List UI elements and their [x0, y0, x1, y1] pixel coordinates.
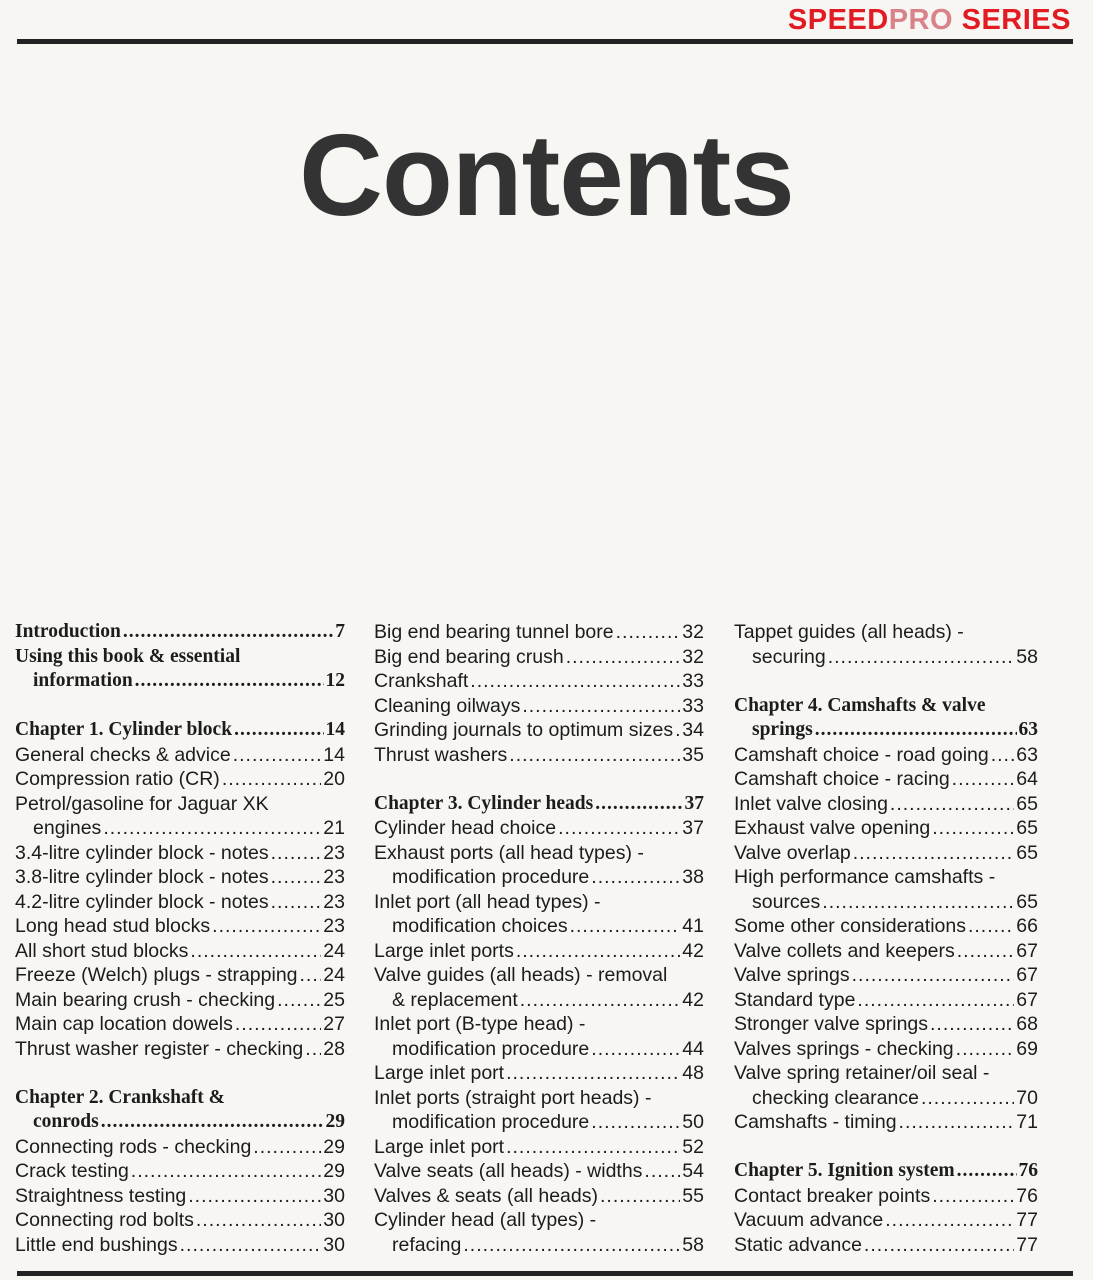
toc-entry-text: Valve collets and keepers — [734, 939, 955, 962]
toc-entry[interactable] — [734, 1061, 1038, 1110]
toc-entry[interactable] — [374, 890, 704, 939]
toc-chapter-entry[interactable] — [374, 792, 704, 817]
dot-leader — [234, 718, 323, 743]
toc-entry[interactable] — [734, 743, 1038, 768]
toc-page-number: 23 — [323, 890, 345, 913]
toc-page-number: 50 — [682, 1111, 704, 1133]
dot-leader — [591, 1037, 680, 1062]
toc-entry-text: Petrol/gasoline for Jaguar XK — [15, 792, 269, 815]
toc-page-number: 77 — [1016, 1209, 1038, 1231]
toc-entry-text: Main cap location dowels — [15, 1013, 233, 1035]
toc-page-number: 52 — [682, 1135, 704, 1158]
toc-entry-text: Tappet guides (all heads) - — [734, 621, 964, 643]
toc-entry-text: Valves & seats (all heads) — [374, 1184, 598, 1207]
toc-page-number: 14 — [323, 743, 345, 766]
dot-leader — [890, 792, 1014, 817]
top-rule — [17, 39, 1073, 44]
dot-leader — [305, 1037, 321, 1062]
series-speed: SPEED — [787, 4, 889, 36]
dot-leader — [188, 1184, 321, 1209]
toc-entry-text: Cylinder head (all types) - — [374, 1209, 597, 1231]
dot-leader — [957, 939, 1015, 964]
toc-entry[interactable] — [734, 1037, 1038, 1062]
dot-leader — [277, 988, 321, 1013]
toc-page-number: 58 — [682, 1233, 704, 1256]
toc-entry-text: Freeze (Welch) plugs - strapping — [15, 964, 298, 986]
dot-leader — [271, 865, 322, 890]
toc-page-number: 7 — [335, 621, 345, 642]
toc-page-number: 42 — [682, 939, 704, 962]
toc-entry-text: Crack testing — [15, 1160, 129, 1182]
toc-entry[interactable] — [374, 939, 704, 964]
dot-leader — [506, 1061, 680, 1086]
toc-entry-text: Chapter 3. Cylinder heads — [374, 792, 594, 814]
toc-entry-text: Camshaft choice - racing — [734, 768, 950, 790]
toc-page-number: 25 — [323, 988, 345, 1011]
dot-leader — [101, 1110, 324, 1135]
toc-entry-text: General checks & advice — [15, 743, 231, 766]
toc-entry[interactable] — [374, 718, 704, 743]
dot-leader — [253, 1135, 321, 1160]
toc-entry-text: Connecting rods - checking — [15, 1135, 252, 1158]
toc-entry-text: Cylinder head choice — [374, 817, 557, 839]
toc-page-number: 23 — [323, 915, 345, 937]
toc-page-number: 30 — [323, 1233, 345, 1256]
toc-chapter-entry[interactable] — [734, 694, 1038, 743]
dot-leader — [595, 792, 682, 817]
dot-leader — [131, 1159, 322, 1184]
toc-entry[interactable] — [734, 963, 1038, 988]
toc-page-number: 23 — [323, 841, 345, 864]
toc-page-number: 67 — [1016, 964, 1038, 986]
dot-leader — [968, 914, 1014, 939]
toc-page-number: 35 — [682, 743, 704, 766]
toc-entry-text: Valves springs - checking — [734, 1037, 954, 1060]
toc-entry[interactable] — [734, 865, 1038, 914]
dot-leader — [570, 914, 681, 939]
toc-entry[interactable] — [374, 816, 704, 841]
dot-leader — [857, 988, 1014, 1013]
toc-entry-text: Stronger valve springs — [734, 1013, 929, 1035]
toc-page-number: 70 — [1016, 1086, 1038, 1109]
toc-page-number: 58 — [1016, 645, 1038, 668]
toc-entry[interactable] — [734, 767, 1038, 792]
toc-spacer — [15, 694, 345, 719]
dot-leader — [235, 1012, 321, 1037]
toc-entry-text: Using this book & essential — [15, 645, 241, 667]
toc-entry-text: Crankshaft — [374, 670, 469, 692]
dot-leader — [956, 1037, 1015, 1062]
toc-column-2 — [374, 620, 704, 1257]
toc-page-number: 76 — [1018, 1160, 1038, 1181]
dot-leader — [675, 718, 680, 743]
toc-entry[interactable] — [734, 1208, 1038, 1233]
toc-entry[interactable] — [374, 1208, 704, 1257]
toc-entry[interactable] — [15, 890, 345, 915]
toc-entry-text: Long head stud blocks — [15, 915, 211, 937]
toc-page-number: 12 — [325, 670, 345, 691]
toc-page-number: 33 — [682, 670, 704, 692]
toc-entry[interactable] — [734, 841, 1038, 866]
dot-leader — [932, 816, 1014, 841]
toc-page-number: 77 — [1016, 1233, 1038, 1256]
toc-page-number: 23 — [323, 866, 345, 888]
toc-entry-text: Connecting rod bolts — [15, 1209, 194, 1231]
toc-page-number: 48 — [682, 1062, 704, 1084]
toc-entry-text: Big end bearing crush — [374, 645, 564, 668]
dot-leader — [921, 1086, 1014, 1111]
toc-entry[interactable] — [374, 694, 704, 719]
toc-entry[interactable] — [15, 1233, 345, 1258]
dot-leader — [103, 816, 321, 841]
toc-page-number: 41 — [682, 915, 704, 937]
toc-entry-text: checking clearance — [752, 1086, 919, 1109]
toc-entry-text: Exhaust valve opening — [734, 817, 931, 839]
toc-entry-text: Inlet ports (straight port heads) - — [374, 1086, 652, 1109]
toc-entry[interactable] — [734, 620, 1038, 669]
page-title: Contents — [299, 110, 794, 240]
toc-entry-text: modification procedure — [392, 1111, 590, 1133]
toc-entry-text: Inlet valve closing — [734, 792, 888, 815]
toc-page-number: 69 — [1016, 1037, 1038, 1060]
toc-page-number: 44 — [682, 1037, 704, 1060]
toc-entry[interactable] — [734, 1012, 1038, 1037]
toc-entry-text: Inlet port (B-type head) - — [374, 1013, 586, 1035]
toc-entry-text: modification choices — [392, 915, 568, 937]
toc-entry[interactable] — [374, 1061, 704, 1086]
dot-leader — [196, 1208, 321, 1233]
dot-leader — [300, 963, 322, 988]
dot-leader — [991, 743, 1015, 768]
toc-page-number: 65 — [1016, 890, 1038, 913]
toc-entry[interactable] — [15, 939, 345, 964]
toc-page-number: 37 — [682, 817, 704, 839]
toc-entry[interactable] — [15, 792, 345, 841]
dot-leader — [271, 841, 322, 866]
toc-entry-text: High performance camshafts - — [734, 866, 996, 888]
dot-leader — [520, 988, 681, 1013]
toc-entry-text: 4.2-litre cylinder block - notes — [15, 890, 269, 913]
toc-page-number: 37 — [684, 792, 704, 814]
dot-leader — [509, 743, 680, 768]
toc-entry-text: Introduction — [15, 621, 121, 642]
toc-entry-text: Contact breaker points — [734, 1184, 931, 1207]
toc-entry[interactable] — [15, 1208, 345, 1233]
toc-entry-text: Little end bushings — [15, 1233, 178, 1256]
toc-chapter-entry[interactable] — [15, 620, 345, 645]
toc-entry[interactable] — [734, 1110, 1038, 1135]
toc-page-number: 29 — [325, 1111, 345, 1132]
dot-leader — [932, 1184, 1014, 1209]
toc-page-number: 38 — [682, 866, 704, 888]
toc-page-number: 34 — [682, 719, 704, 741]
toc-entry[interactable] — [734, 816, 1038, 841]
toc-entry-text: Large inlet port — [374, 1135, 505, 1158]
toc-entry-text: Standard type — [734, 988, 856, 1011]
toc-entry-text: Large inlet port — [374, 1062, 505, 1084]
toc-entry[interactable] — [15, 914, 345, 939]
dot-leader — [822, 890, 1014, 915]
toc-page-number: 29 — [323, 1135, 345, 1158]
series-label — [788, 4, 1071, 37]
toc-page-number: 33 — [682, 694, 704, 717]
bottom-rule — [17, 1271, 1073, 1276]
series-pro: PRO — [888, 4, 954, 36]
toc-entry-text: modification procedure — [392, 866, 590, 888]
toc-entry[interactable] — [374, 1159, 704, 1184]
toc-entry-text: & replacement — [392, 988, 518, 1011]
toc-entry[interactable] — [734, 988, 1038, 1013]
toc-page-number: 65 — [1016, 792, 1038, 815]
toc-page-number: 71 — [1016, 1111, 1038, 1133]
toc-page-number: 27 — [323, 1013, 345, 1035]
toc-entry-text: 3.8-litre cylinder block - notes — [15, 866, 269, 888]
dot-leader — [930, 1012, 1014, 1037]
dot-leader — [591, 865, 680, 890]
toc-entry[interactable] — [15, 865, 345, 890]
toc-page-number: 64 — [1016, 768, 1038, 790]
dot-leader — [180, 1233, 322, 1258]
dot-leader — [852, 963, 1015, 988]
dot-leader — [558, 816, 680, 841]
dot-leader — [135, 669, 324, 694]
toc-entry-text: Static advance — [734, 1233, 862, 1256]
toc-entry[interactable] — [15, 1184, 345, 1209]
toc-entry-text: modification procedure — [392, 1037, 590, 1060]
toc-page-number: 68 — [1016, 1013, 1038, 1035]
toc-spacer — [734, 669, 1038, 694]
toc-entry[interactable] — [374, 743, 704, 768]
toc-chapter-entry[interactable] — [734, 1159, 1038, 1184]
toc-chapter-entry[interactable] — [15, 1086, 345, 1135]
toc-entry-text: Thrust washers — [374, 743, 508, 766]
toc-entry[interactable] — [374, 645, 704, 670]
toc-page-number: 63 — [1016, 743, 1038, 766]
toc-entry-text: Camshafts - timing — [734, 1111, 897, 1133]
toc-page-number: 32 — [682, 621, 704, 643]
toc-page-number: 63 — [1018, 719, 1038, 740]
dot-leader — [600, 1184, 680, 1209]
dot-leader — [957, 1159, 1017, 1184]
toc-entry-text: Thrust washer register - checking — [15, 1037, 304, 1060]
dot-leader — [463, 1233, 680, 1258]
toc-entry-text: Chapter 1. Cylinder block — [15, 719, 233, 740]
toc-entry-text: Cleaning oilways — [374, 694, 521, 717]
toc-page-number: 54 — [682, 1160, 704, 1182]
toc-page-number: 14 — [325, 719, 345, 740]
toc-column-1 — [15, 620, 345, 1257]
dot-leader — [864, 1233, 1014, 1258]
toc-spacer — [15, 1061, 345, 1086]
dot-leader — [212, 914, 321, 939]
toc-page-number: 65 — [1016, 841, 1038, 864]
toc-page-number: 32 — [682, 645, 704, 668]
toc-page-number: 30 — [323, 1184, 345, 1207]
toc-spacer — [734, 1135, 1038, 1160]
toc-entry-text: All short stud blocks — [15, 939, 189, 962]
toc-entry-text: Some other considerations — [734, 915, 966, 937]
toc-entry-text: Camshaft choice - road going — [734, 743, 989, 766]
toc-page-number: 65 — [1016, 817, 1038, 839]
dot-leader — [815, 718, 1017, 743]
toc-entry-text: Valve springs — [734, 964, 850, 986]
toc-entry-text: Main bearing crush - checking — [15, 988, 276, 1011]
toc-entry[interactable] — [734, 914, 1038, 939]
toc-entry[interactable] — [734, 939, 1038, 964]
toc-entry[interactable] — [15, 743, 345, 768]
toc-entry[interactable] — [374, 620, 704, 645]
toc-entry[interactable] — [374, 1086, 704, 1135]
toc-entry[interactable] — [374, 1012, 704, 1061]
dot-leader — [190, 939, 321, 964]
toc-entry-text: Inlet port (all head types) - — [374, 890, 601, 913]
toc-entry-text: Big end bearing tunnel bore — [374, 621, 614, 643]
toc-entry[interactable] — [15, 963, 345, 988]
toc-entry-text: Chapter 4. Camshafts & valve — [734, 694, 986, 716]
toc-page-number: 24 — [323, 964, 345, 986]
toc-entry[interactable] — [15, 841, 345, 866]
toc-page-number: 21 — [323, 817, 345, 839]
toc-entry-text: Valve seats (all heads) - widths — [374, 1160, 643, 1182]
toc-page-number: 29 — [323, 1160, 345, 1182]
toc-entry-text: Compression ratio (CR) — [15, 768, 220, 790]
toc-page-number: 42 — [682, 988, 704, 1011]
dot-leader — [123, 620, 333, 645]
toc-chapter-entry[interactable] — [15, 645, 345, 694]
toc-entry[interactable] — [374, 963, 704, 1012]
dot-leader — [952, 767, 1015, 792]
toc-entry-text: Large inlet ports — [374, 939, 514, 962]
dot-leader — [899, 1110, 1015, 1135]
toc-page-number: 24 — [323, 939, 345, 962]
toc-entry[interactable] — [734, 1233, 1038, 1258]
toc-entry-text: refacing — [392, 1233, 462, 1256]
toc-entry-text: conrods — [33, 1111, 99, 1132]
toc-entry-text: Chapter 5. Ignition system — [734, 1160, 955, 1181]
toc-page-number: 76 — [1016, 1184, 1038, 1207]
dot-leader — [566, 645, 681, 670]
toc-page-number: 55 — [682, 1184, 704, 1207]
series-word: SERIES — [953, 4, 1071, 36]
toc-entry[interactable] — [15, 988, 345, 1013]
dot-leader — [516, 939, 680, 964]
toc-entry-text: Chapter 2. Crankshaft & — [15, 1086, 225, 1108]
toc-entry-text: Valve guides (all heads) - removal — [374, 964, 668, 986]
toc-entry-text: information — [33, 670, 133, 691]
toc-entry-text: Exhaust ports (all head types) - — [374, 841, 644, 864]
toc-entry[interactable] — [374, 1184, 704, 1209]
dot-leader — [853, 841, 1015, 866]
toc-entry-text: Valve overlap — [734, 841, 851, 864]
dot-leader — [885, 1208, 1014, 1233]
toc-page-number: 28 — [323, 1037, 345, 1060]
dot-leader — [616, 620, 681, 645]
toc-entry-text: Vacuum advance — [734, 1209, 884, 1231]
toc-entry[interactable] — [374, 841, 704, 890]
dot-leader — [271, 890, 322, 915]
toc-entry[interactable] — [374, 1135, 704, 1160]
toc-page-number: 67 — [1016, 939, 1038, 962]
toc-entry[interactable] — [374, 669, 704, 694]
toc-entry[interactable] — [15, 1159, 345, 1184]
toc-entry[interactable] — [15, 1037, 345, 1062]
toc-chapter-entry[interactable] — [15, 718, 345, 743]
toc-entry-text: sources — [752, 890, 821, 913]
dot-leader — [222, 767, 321, 792]
dot-leader — [506, 1135, 680, 1160]
toc-entry[interactable] — [734, 1184, 1038, 1209]
toc-entry[interactable] — [15, 1012, 345, 1037]
dot-leader — [591, 1110, 680, 1135]
toc-entry-text: 3.4-litre cylinder block - notes — [15, 841, 269, 864]
toc-entry-text: Straightness testing — [15, 1184, 187, 1207]
dot-leader — [644, 1159, 680, 1184]
toc-entry[interactable] — [15, 767, 345, 792]
toc-page-number: 66 — [1016, 915, 1038, 937]
toc-entry[interactable] — [15, 1135, 345, 1160]
toc-page-number: 30 — [323, 1209, 345, 1231]
dot-leader — [470, 669, 680, 694]
toc-entry-text: Valve spring retainer/oil seal - — [734, 1062, 990, 1084]
toc-entry-text: Grinding journals to optimum sizes — [374, 719, 674, 741]
toc-entry-text: securing — [752, 645, 826, 668]
dot-leader — [828, 645, 1015, 670]
toc-page-number: 20 — [323, 768, 345, 790]
dot-leader — [233, 743, 322, 768]
toc-spacer — [374, 767, 704, 792]
toc-page-number: 67 — [1016, 988, 1038, 1011]
toc-entry-text: engines — [33, 817, 102, 839]
toc-entry-text: springs — [752, 719, 813, 740]
dot-leader — [522, 694, 680, 719]
toc-entry[interactable] — [734, 792, 1038, 817]
toc-column-3 — [734, 620, 1038, 1257]
